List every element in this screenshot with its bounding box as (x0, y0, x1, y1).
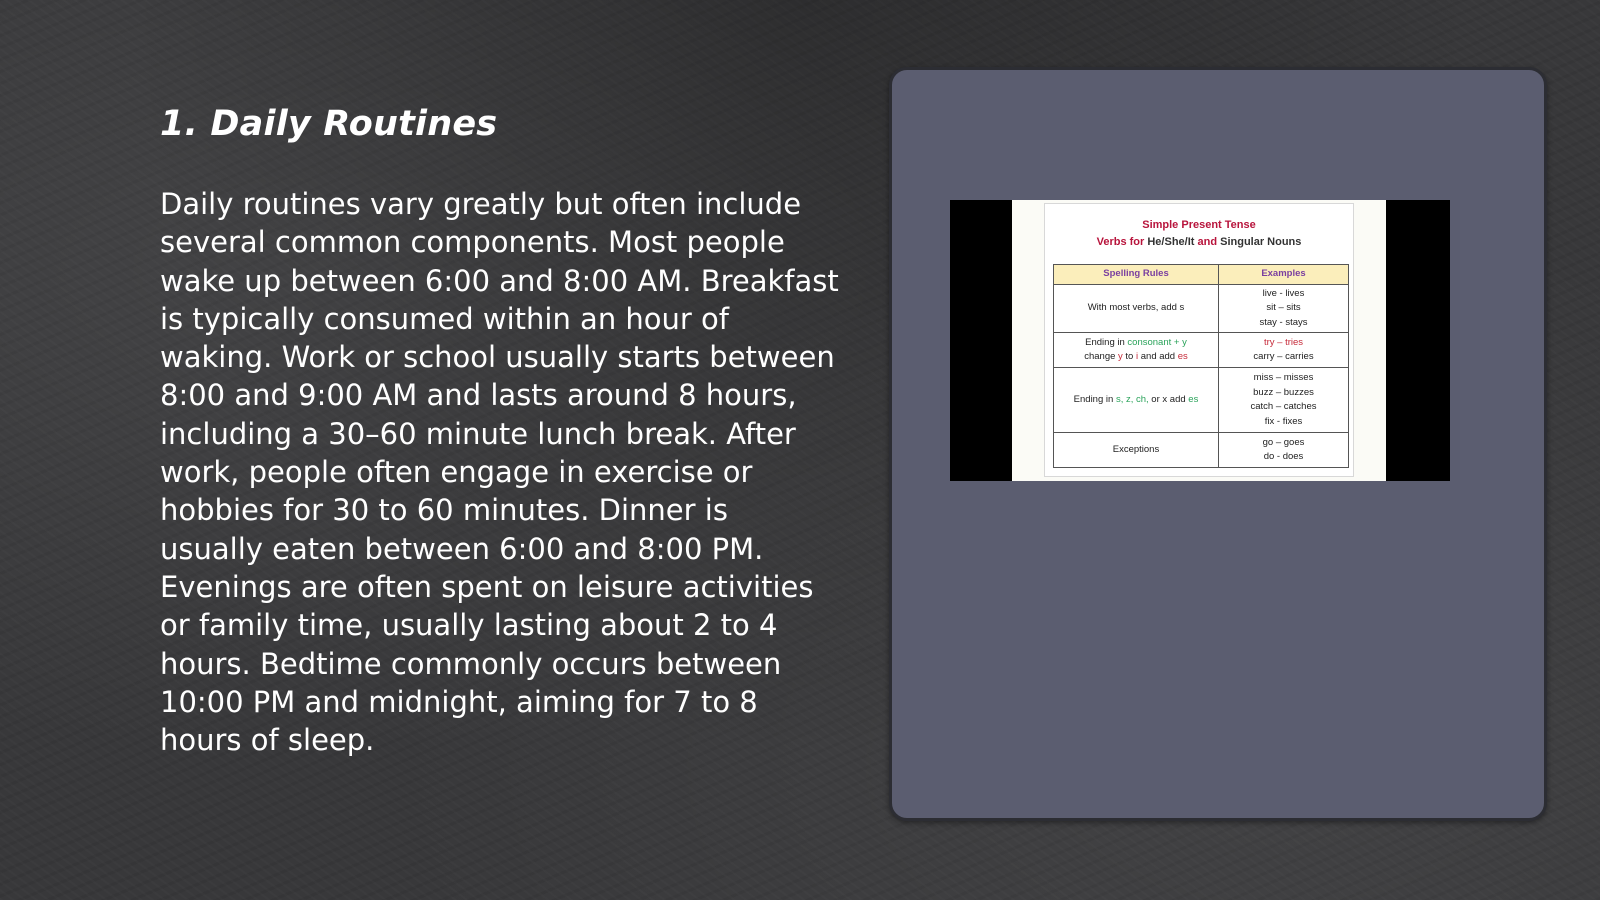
slide-body-text: Daily routines vary greatly but often include several common components. Most people wake up between 6:00 and 8:00 AM. Breakfast is typically consumed within an hour of waking. Work or school usually starts between 8:00 and 9:00 AM and lasts around 8 hours, including a 30–60 minute lunch break. After work, people often engage in exercise or hobbies for 30 to 60 minutes. Dinner is usually eaten between 6:00 and 8:00 PM. Evenings are often spent on leisure activities or family time, usually lasting about 2 to 4 hours. Bedtime commonly occurs between 10:00 PM and midnight, aiming for 7 to 8 hours of sleep. (160, 187, 839, 758)
table-row (1054, 368, 1349, 433)
table-header-rules: Spelling Rules (1054, 265, 1219, 285)
rule-cell: Exceptions (1054, 433, 1219, 468)
sheet-subtitle: Verbs for He/She/It and Singular Nouns (1096, 236, 1302, 248)
video-frame-image (1012, 200, 1386, 481)
table-row (1054, 433, 1349, 468)
slide-title: 1. Daily Routines (160, 104, 498, 144)
rule-cell: Ending in s, z, ch, or x add es (1054, 368, 1219, 433)
table-header-examples: Examples (1219, 265, 1349, 285)
table-row (1054, 333, 1349, 368)
examples-cell: try – tries carry – carries (1219, 333, 1349, 368)
rule-cell: Ending in consonant + y change y to i and add es (1054, 333, 1219, 368)
rule-cell: With most verbs, add s (1054, 285, 1219, 333)
embedded-video[interactable] (950, 200, 1450, 481)
table-row (1054, 285, 1349, 333)
examples-cell: live - lives sit – sits stay - stays (1219, 285, 1349, 333)
examples-cell: miss – misses buzz – buzzes catch – catches fix - fixes (1219, 368, 1349, 433)
spelling-rules-table (1053, 264, 1349, 468)
examples-cell: go – goes do - does (1219, 433, 1349, 468)
grammar-sheet (1044, 203, 1354, 477)
sheet-title: Simple Present Tense (1142, 219, 1256, 231)
